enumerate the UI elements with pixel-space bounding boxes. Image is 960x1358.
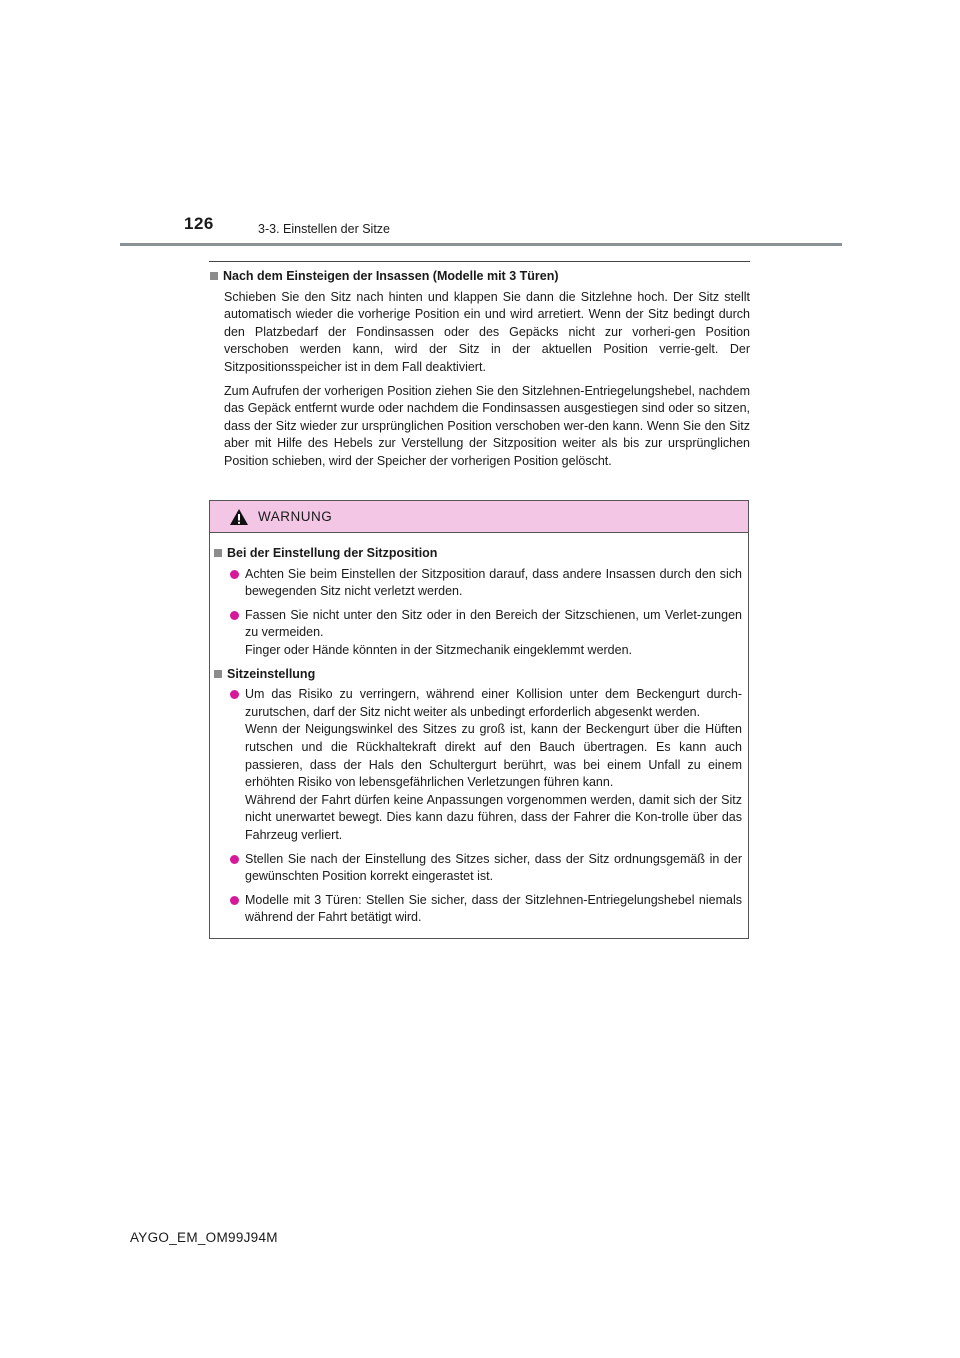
warning-bullet: Modelle mit 3 Türen: Stellen Sie sicher, dass der Sitzlehnen-Entriegelungshebel niemals während der Fahrt betätigt wird.: [230, 892, 742, 927]
section-heading: Nach dem Einsteigen der Insassen (Modelle mit 3 Türen): [210, 268, 750, 286]
warning-bullet: Achten Sie beim Einstellen der Sitzposition darauf, dass andere Insassen durch den sich bewegenden Sitz nicht verletzt werden.: [230, 566, 742, 601]
warning-title: WARNUNG: [258, 509, 333, 524]
header-rule: [120, 243, 842, 246]
page-number: 126: [184, 214, 214, 233]
warning-body: [210, 533, 748, 927]
warning-bullet: Stellen Sie nach der Einstellung des Sitzes sicher, dass der Sitz ordnungsgemäß in der gewünschten Position korrekt eingerastet ist.: [230, 851, 742, 886]
circle-bullet-icon: [230, 896, 239, 905]
main-content: [210, 268, 750, 477]
section-title: 3-3. Einstellen der Sitze: [258, 222, 391, 236]
square-bullet-icon: [214, 549, 222, 557]
warning-bullet: Um das Risiko zu verringern, während einer Kollision unter dem Beckengurt durch-zurutschen, darf der Sitz nicht weiter als unbedingt erforderlich abgesenkt werden. Wenn der Neigungswinkel des Sitzes zu groß ist, kann der Beckengurt über die Hüften rutschen und die Rückhaltekraft direkt auf den Bauch übertragen. Es kann auch passieren, dass der Hals den Schultergurt berührt, was bei einem Unfall zu einem erhöhten Risiko von lebensgefährlichen Verletzungen führen kann. Während der Fahrt dürfen keine Anpassungen vorgenommen werden, damit sich der Sitz nicht unerwartet bewegt. Dies kann dazu führen, dass der Fahrer die Kon-trolle über das Fahrzeug verliert.: [230, 686, 742, 844]
warning-group-heading: Sitzeinstellung: [214, 666, 742, 684]
warning-triangle-icon: [229, 508, 249, 526]
warning-bullet: Fassen Sie nicht unter den Sitz oder in den Bereich der Sitzschienen, um Verlet-zungen zu vermeiden. Finger oder Hände könnten in der Sitzmechanik eingeklemmt werden.: [230, 607, 742, 660]
warning-box: [209, 500, 749, 939]
document-code: AYGO_EM_OM99J94M: [130, 1230, 278, 1245]
square-bullet-icon: [214, 670, 222, 678]
warning-header: [210, 501, 748, 533]
warning-group-heading: Bei der Einstellung der Sitzposition: [214, 545, 742, 563]
circle-bullet-icon: [230, 855, 239, 864]
circle-bullet-icon: [230, 690, 239, 699]
section-top-rule: [209, 261, 750, 262]
circle-bullet-icon: [230, 611, 239, 620]
square-bullet-icon: [210, 272, 218, 280]
section-paragraph: Zum Aufrufen der vorherigen Position ziehen Sie den Sitzlehnen-Entriegelungshebel, nachdem das Gepäck entfernt wurde oder nachdem die Fondinsassen ausgestiegen sind oder so sitzen, dass der Sitz wieder zur ursprünglichen Position verschoben wer-den kann. Wenn Sie den Sitz aber mit Hilfe des Hebels zur Verstellung der Sitzposition weiter als bis zur ursprünglichen Position schieben, wird der Speicher der vorherigen Position gelöscht.: [224, 383, 750, 468]
circle-bullet-icon: [230, 570, 239, 579]
section-paragraph: Schieben Sie den Sitz nach hinten und klappen Sie dann die Sitzlehne hoch. Der Sitz stellt automatisch wieder die vorherige Position ein und wird arretiert. Wenn der Sitz bedingt durch den Platzbedarf der Fondinsassen oder des Gepäcks nicht zur vorheri-gen Position verschoben werden kann, wird der Sitz in der aktuellen Position verrie-gelt. Der Sitzpositionsspeicher ist in dem Fall deaktiviert.: [224, 289, 750, 374]
